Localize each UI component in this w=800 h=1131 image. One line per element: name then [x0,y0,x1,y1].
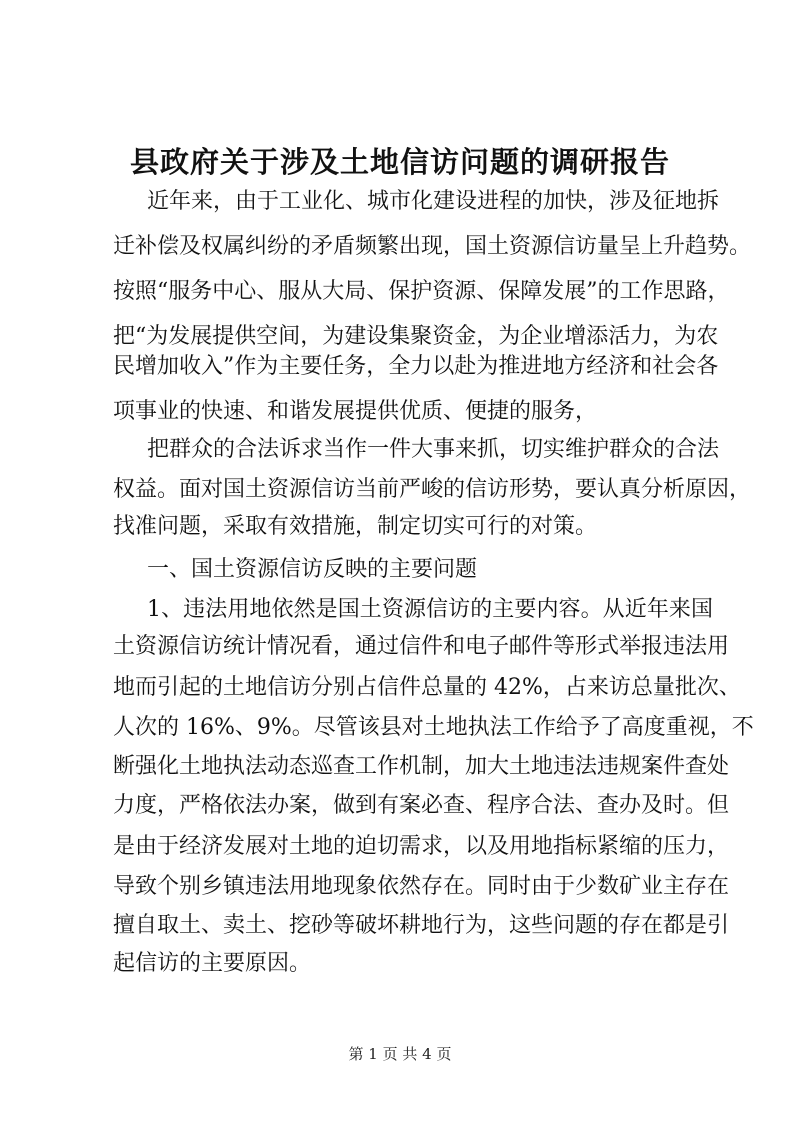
paragraph-1-line-1: 近年来，由于工业化、城市化建设进程的加快，涉及征地拆 [147,189,720,214]
paragraph-3-line-6: 力度，严格依法办案，做到有案必查、程序合法、查办及时。但 [113,793,730,818]
paragraph-3-line-1: 1、违法用地依然是国土资源信访的主要内容。从近年来国 [147,597,713,622]
paragraph-3-line-8: 导致个别乡镇违法用地现象依然存在。同时由于少数矿业主存在 [113,874,730,899]
document-title: 县政府关于涉及土地信访问题的调研报告 [129,145,670,179]
paragraph-2-line-1: 把群众的合法诉求当作一件大事来抓，切实维护群众的合法 [147,437,720,462]
paragraph-1-line-3: 按照“服务中心、服从大局、保护资源、保障发展”的工作思路， [113,279,730,304]
paragraph-3-line-9: 擅自取土、卖土、挖砂等破坏耕地行为，这些问题的存在都是引 [113,913,730,938]
paragraph-1-line-2: 迁补偿及权属纠纷的矛盾频繁出现，国土资源信访量呈上升趋势。 [113,234,752,259]
paragraph-2-line-2: 权益。面对国土资源信访当前严峻的信访形势，要认真分析原因， [113,477,752,502]
paragraph-3-line-4: 人次的 16%、9%。尽管该县对土地执法工作给予了高度重视，不 [113,715,754,740]
page-number-footer: 第 1 页 共 4 页 [348,1045,452,1063]
section-heading: 一、国土资源信访反映的主要问题 [147,557,478,582]
paragraph-3-line-3: 地而引起的土地信访分别占信件总量的 42%，占来访总量批次、 [113,675,741,700]
paragraph-3-line-10: 起信访的主要原因。 [113,951,312,976]
paragraph-2-line-3: 找准问题，采取有效措施，制定切实可行的对策。 [113,514,598,539]
paragraph-1-line-4: 把“为发展提供空间，为建设集聚资金，为企业增添活力，为农 [113,324,719,349]
paragraph-1-line-6: 项事业的快速、和谐发展提供优质、便捷的服务， [113,399,598,424]
paragraph-1-line-5: 民增加收入”作为主要任务，全力以赴为推进地方经济和社会各 [113,354,719,379]
paragraph-3-line-7: 是由于经济发展对土地的迫切需求，以及用地指标紧缩的压力， [113,834,730,859]
paragraph-3-line-5: 断强化土地执法动态巡查工作机制，加大土地违法违规案件查处 [113,754,730,779]
paragraph-3-line-2: 土资源信访统计情况看，通过信件和电子邮件等形式举报违法用 [113,634,730,659]
